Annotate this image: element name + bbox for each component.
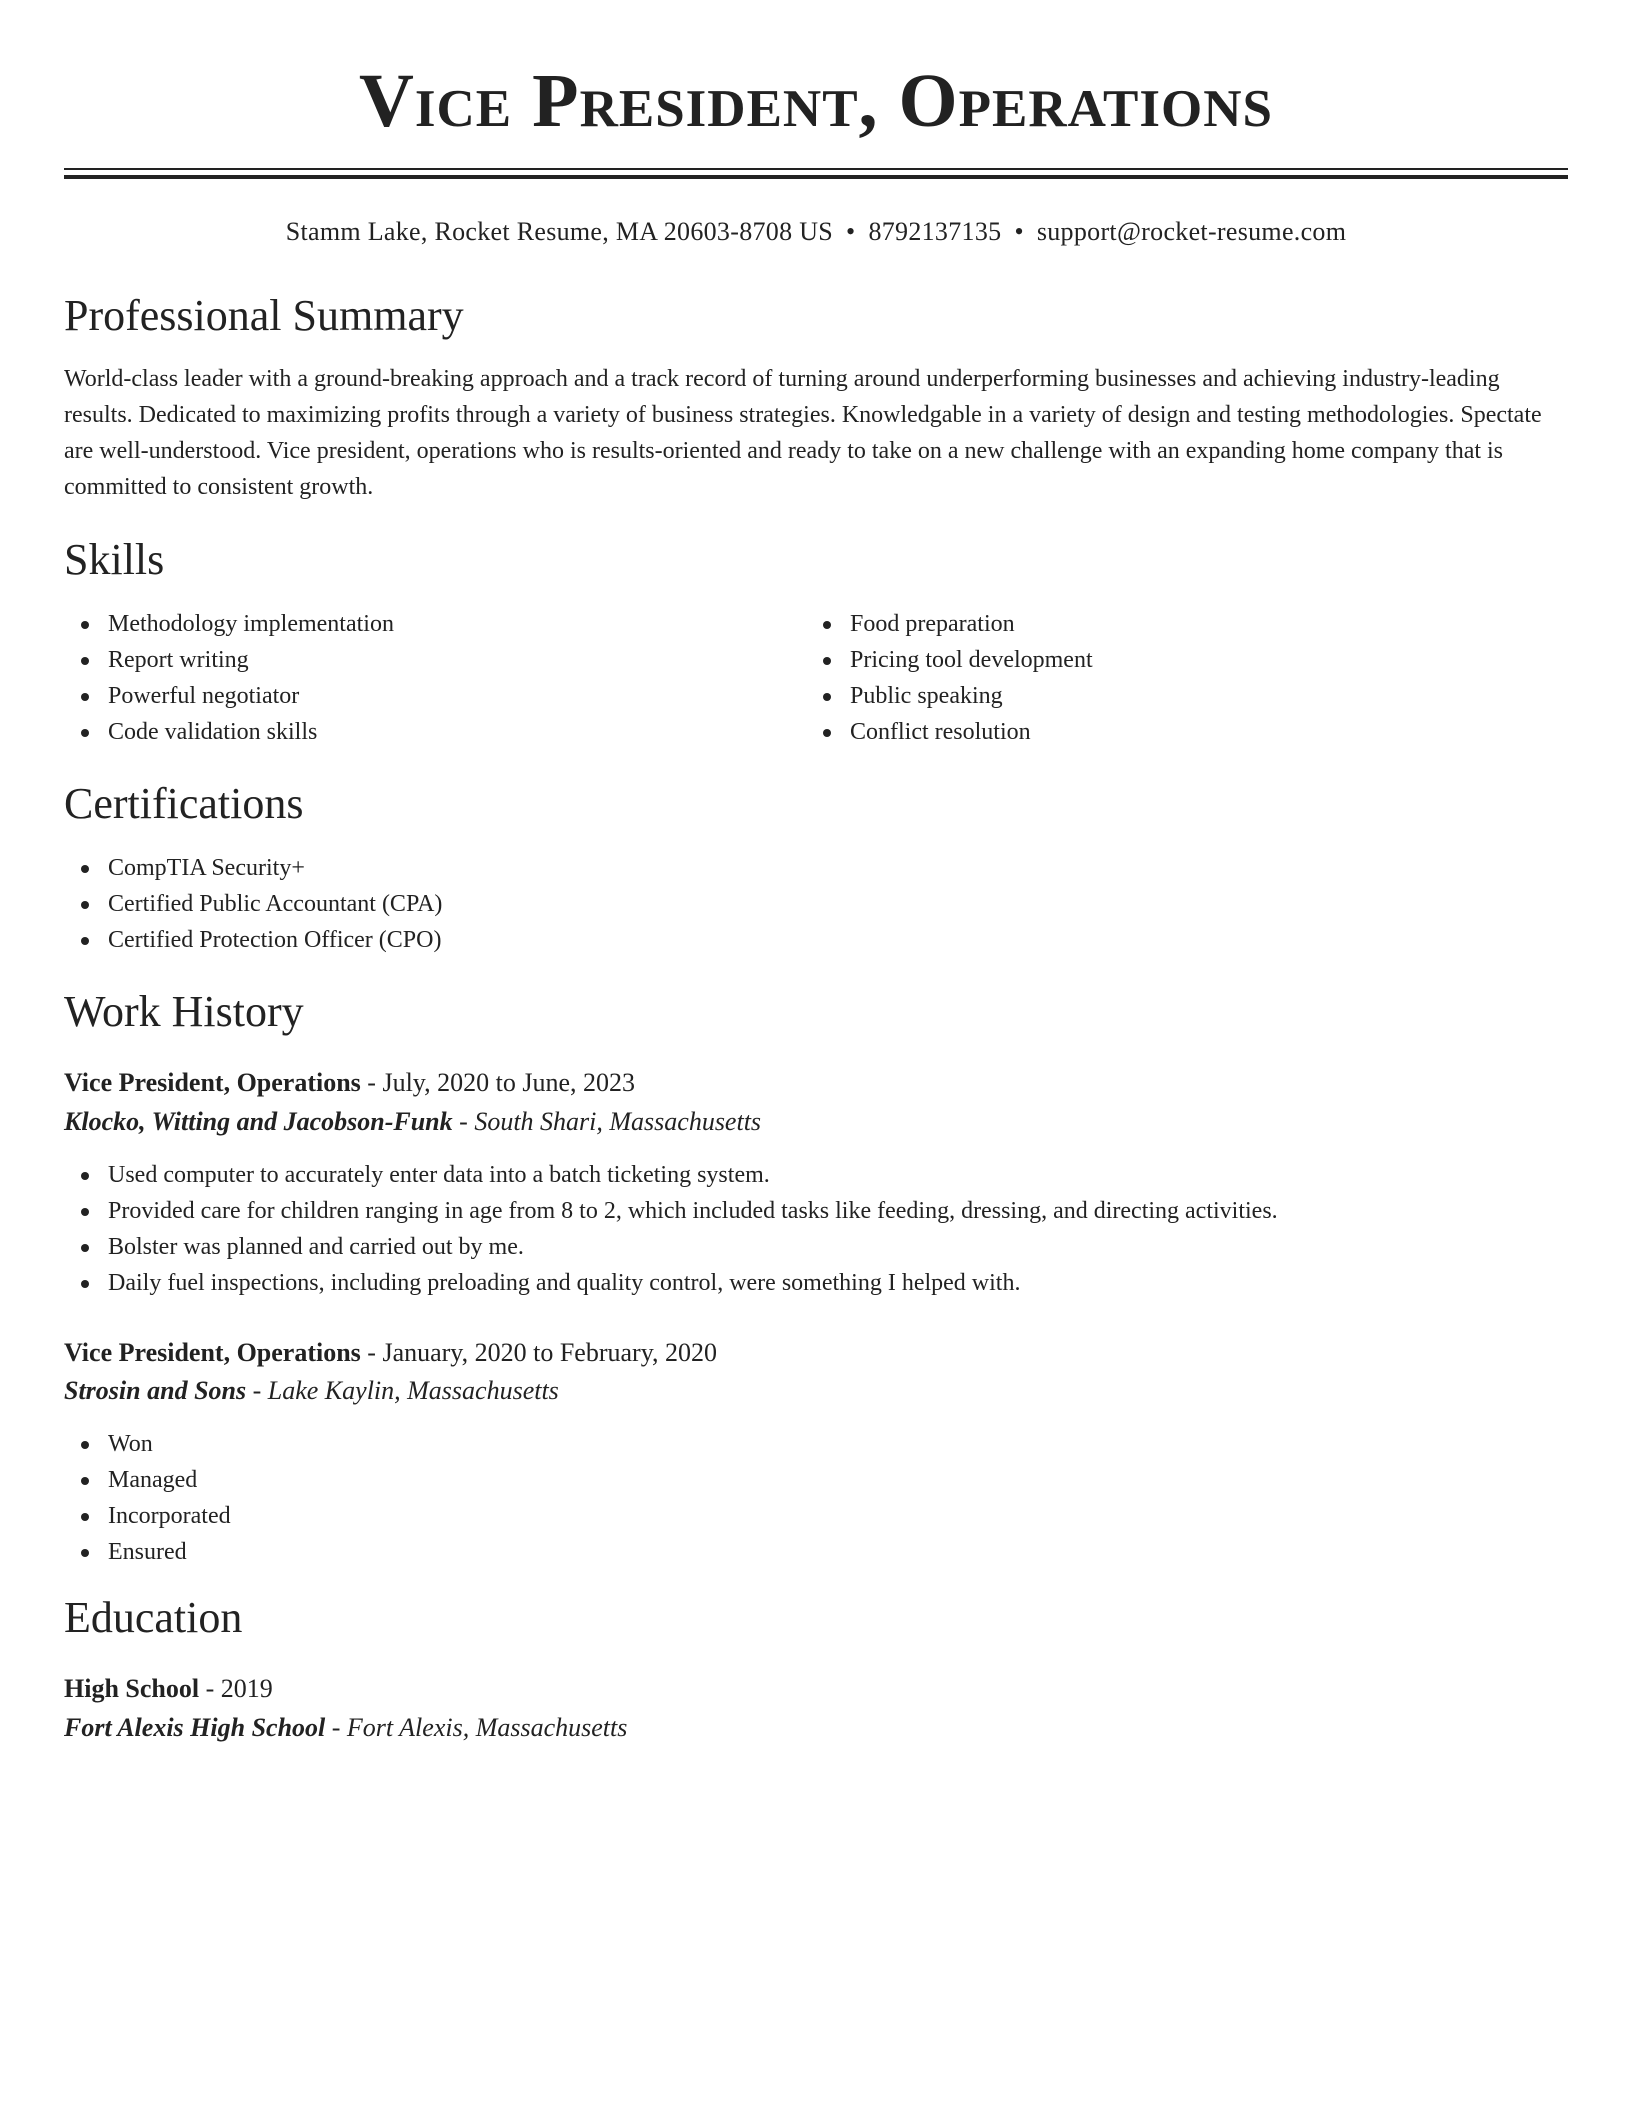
document-title: Vice President, Operations xyxy=(359,59,1273,143)
certifications-heading: Certifications xyxy=(64,779,304,828)
education-degree: High School xyxy=(64,1674,200,1703)
education-school: Fort Alexis High School xyxy=(64,1713,326,1742)
list-item: Methodology implementation xyxy=(64,606,804,642)
contact-email[interactable]: support@rocket-resume.com xyxy=(1036,217,1347,246)
list-item: Code validation skills xyxy=(64,714,804,750)
resume-page xyxy=(64,0,1568,1742)
list-item: Food preparation xyxy=(806,606,1546,642)
list-item: Report writing xyxy=(64,642,804,678)
summary-text: World-class leader with a ground-breaking approach and a track record of turning around underperforming businesses and achieving industry-leading results. Dedicated to maximizing profits through a variety of business strategies. Knowledgable in a variety of design and testing methodologies. Spectate are well-understood. Vice president, operations who is results-oriented and ready to take on a new challenge with an expanding home company that is committed to consistent growth. xyxy=(64,366,1542,500)
list-item: Public speaking xyxy=(806,678,1546,714)
skills-list-right xyxy=(806,606,1546,750)
job-title-line xyxy=(64,1334,717,1372)
list-item: Ensured xyxy=(64,1534,1568,1570)
list-item: Certified Protection Officer (CPO) xyxy=(64,922,1568,958)
job-bullets xyxy=(64,1157,1568,1301)
education-heading: Education xyxy=(64,1593,243,1642)
list-item: Incorporated xyxy=(64,1498,1568,1534)
education-degree-line xyxy=(64,1670,273,1708)
job-title: Vice President, Operations xyxy=(64,1068,361,1097)
list-item: Pricing tool development xyxy=(806,642,1546,678)
list-item: Bolster was planned and carried out by me. xyxy=(64,1229,1568,1265)
job-title: Vice President, Operations xyxy=(64,1338,361,1367)
list-item: Daily fuel inspections, including preloading and quality control, were something I helped with. xyxy=(64,1265,1568,1301)
job-company-line xyxy=(64,1103,761,1141)
contact-separator: • xyxy=(846,217,856,246)
education-year: - 2019 xyxy=(199,1674,273,1703)
job-dates: - January, 2020 to February, 2020 xyxy=(360,1338,718,1367)
job-company: Strosin and Sons xyxy=(64,1376,247,1405)
title-rule-thick xyxy=(64,175,1568,179)
skills-list-left xyxy=(64,606,804,750)
certifications-list xyxy=(64,850,1568,958)
list-item: Conflict resolution xyxy=(806,714,1546,750)
job-company-line xyxy=(64,1372,559,1410)
job-dates: - July, 2020 to June, 2023 xyxy=(360,1068,635,1097)
list-item: CompTIA Security+ xyxy=(64,850,1568,886)
education-location: - Fort Alexis, Massachusetts xyxy=(325,1713,628,1742)
job-location: - Lake Kaylin, Massachusetts xyxy=(246,1376,559,1405)
skills-heading: Skills xyxy=(64,535,165,584)
job-location: - South Shari, Massachusetts xyxy=(452,1107,762,1136)
list-item: Powerful negotiator xyxy=(64,678,804,714)
list-item: Used computer to accurately enter data into a batch ticketing system. xyxy=(64,1157,1568,1193)
list-item: Certified Public Accountant (CPA) xyxy=(64,886,1568,922)
contact-separator: • xyxy=(1014,217,1024,246)
contact-phone: 8792137135 xyxy=(868,217,1002,246)
list-item: Won xyxy=(64,1426,1568,1462)
job-company: Klocko, Witting and Jacobson-Funk xyxy=(64,1107,453,1136)
list-item: Provided care for children ranging in age from 8 to 2, which included tasks like feeding, dressing, and directing activities. xyxy=(64,1193,1568,1229)
work-history-heading: Work History xyxy=(64,987,304,1036)
contact-line xyxy=(64,212,1568,252)
list-item: Managed xyxy=(64,1462,1568,1498)
summary-heading: Professional Summary xyxy=(64,291,464,340)
job-title-line xyxy=(64,1064,635,1102)
title-rule-thin xyxy=(64,168,1568,170)
job-bullets xyxy=(64,1426,1568,1570)
education-school-line xyxy=(64,1709,627,1747)
contact-address: Stamm Lake, Rocket Resume, MA 20603-8708 US xyxy=(285,217,834,246)
